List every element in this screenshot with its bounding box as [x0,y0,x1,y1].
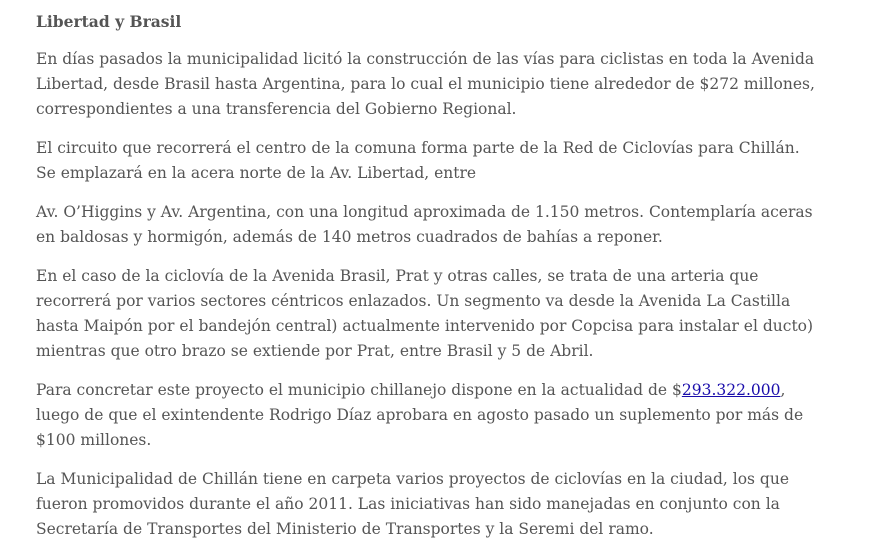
paragraph-4: En el caso de la ciclovía de la Avenida Brasil, Prat y otras calles, se trata de una arteria que recorrerá por varios sectores céntricos enlazados. Un segmento va desde la Avenida La Castilla hasta Maipón por el bandejón central) actualmente intervenido por Copcisa para instalar el ducto) mientras que otro brazo se extiende por Prat, entre Brasil y 5 de Abril. [36,267,814,360]
section-heading: Libertad y Brasil [36,12,182,31]
paragraph-1: En días pasados la municipalidad licitó la construcción de las vías para ciclistas en toda la Avenida Libertad, desde Brasil hasta Argentina, para lo cual el municipio tiene alrededor de $272 millones, correspondientes a una transferencia del Gobierno Regional. [36,50,815,118]
paragraph-2: El circuito que recorrerá el centro de la comuna forma parte de la Red de Ciclovías para Chillán. Se emplazará en la acera norte de la Av. Libertad, entre [36,139,800,182]
paragraph-3: Av. O’Higgins y Av. Argentina, con una longitud aproximada de 1.150 metros. Contemplaría aceras en baldosas y hormigón, además de 140 metros cuadrados de bahías a reponer. [36,203,813,246]
paragraph-6: La Municipalidad de Chillán tiene en carpeta varios proyectos de ciclovías en la ciudad, los que fueron promovidos durante el año 2011. Las iniciativas han sido manejadas en conjunto con la Secretaría de Transportes del Ministerio de Transportes y la Seremi del ramo. [36,470,789,538]
amount-link[interactable]: 293.322.000 [681,381,781,399]
paragraph-5-text-after: , luego de que el exintendente Rodrigo Díaz aprobara en agosto pasado un suplemento por más de $100 millones. [36,381,804,449]
paragraph-5-text-before: Para concretar este proyecto el municipio chillanejo dispone en la actualidad de $ [36,381,682,399]
paragraph-5 [36,378,820,453]
